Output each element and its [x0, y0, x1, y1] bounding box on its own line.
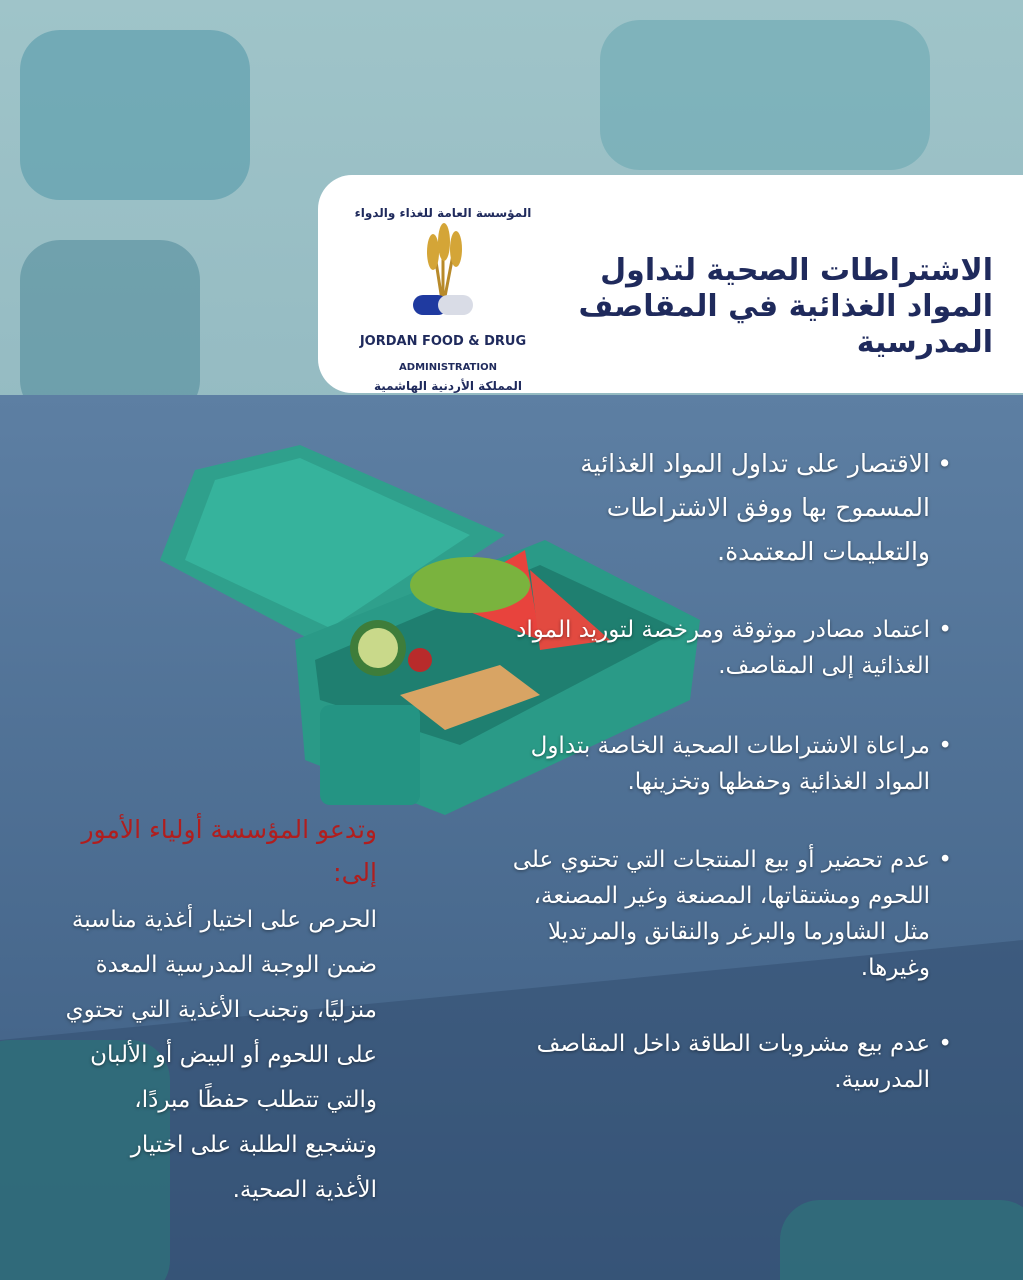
- chair-front-right: [780, 1200, 1023, 1280]
- tomato-icon: [408, 648, 432, 672]
- chair-back-right: [600, 20, 930, 170]
- logo-arabic-bottom: المملكة الأردنية الهاشمية: [373, 379, 523, 393]
- list-item: • اعتماد مصادر موثوقة ومرخصة لتوريد المواد الغذائية إلى المقاصف.: [510, 612, 930, 684]
- chair-back-mid: [20, 240, 200, 420]
- logo-arabic-top: المؤسسة العامة للغذاء والدواء: [354, 206, 532, 220]
- list-item: • مراعاة الاشتراطات الصحية الخاصة بتداول المواد الغذائية وحفظها وتخزينها.: [510, 728, 930, 800]
- invitation-body: الحرص على اختيار أغذية مناسبة ضمن الوجبة المدرسية المعدة منزليًا، وتجنب الأغذية التي تحتوي على اللحوم أو البيض أو الألبان والتي تتطلب حفظًا مبردًا، وتشجيع الطلبة على اختيار الأغذية الصحية.: [65, 907, 377, 1203]
- requirements-list: [510, 442, 930, 1098]
- header-card: [318, 175, 1023, 393]
- page-title: الاشتراطات الصحية لتداول المواد الغذائية في المقاصف المدرسية: [578, 253, 993, 360]
- jfda-logo: [338, 187, 548, 392]
- invitation-heading: وتدعو المؤسسة أولياء الأمور إلى:: [81, 815, 377, 887]
- logo-english-sub: ADMINISTRATION: [399, 362, 497, 373]
- list-item: • عدم تحضير أو بيع المنتجات التي تحتوي على اللحوم ومشتقاتها، المصنعة وغير المصنعة، مثل الشاورما والبرغر والنقانق والمرتديلا وغيرها.: [510, 842, 930, 986]
- wheat-capsule-logo-icon: [338, 187, 548, 362]
- chair-back-left: [20, 30, 250, 200]
- list-item: • عدم بيع مشروبات الطاقة داخل المقاصف المدرسية.: [510, 1026, 930, 1098]
- list-item: • الاقتصار على تداول المواد الغذائية المسموح بها ووفق الاشتراطات والتعليمات المعتمدة.: [570, 442, 930, 574]
- logo-english: JORDAN FOOD & DRUG: [359, 334, 527, 349]
